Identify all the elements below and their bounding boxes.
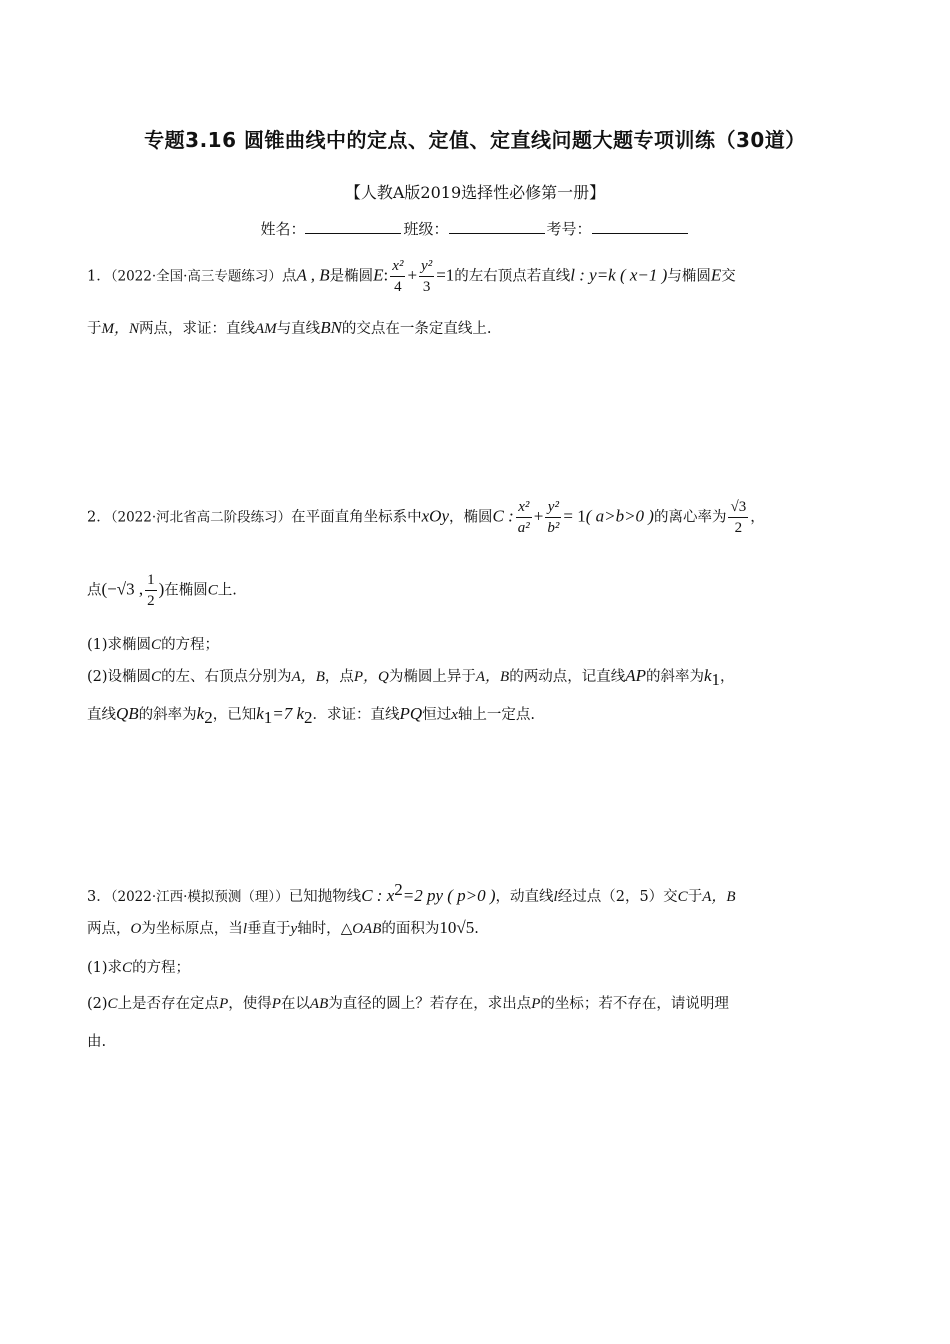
question-2-line-2 bbox=[87, 570, 237, 611]
math-points: A , B bbox=[296, 265, 330, 285]
math-line-am: AM bbox=[255, 321, 277, 337]
math-point-p: P bbox=[531, 996, 541, 1012]
question-number: 1． bbox=[87, 268, 111, 285]
math-line-l: l bbox=[242, 921, 248, 937]
text: 为坐标原点，当 bbox=[141, 921, 243, 937]
math-subscript: 1 bbox=[263, 707, 273, 727]
numerator: x² bbox=[516, 497, 532, 518]
math-x-axis: x bbox=[451, 707, 458, 723]
math-ellipse-name: E bbox=[373, 265, 384, 285]
math-equals-one: =1 bbox=[436, 265, 455, 285]
math-line-pq: PQ bbox=[399, 704, 423, 723]
math-ellipse-name: C : bbox=[492, 506, 514, 526]
math-equals-one: = 1 bbox=[563, 506, 586, 526]
denominator: 2 bbox=[147, 593, 155, 609]
math-line-qb: QB bbox=[116, 704, 139, 723]
question-source: （2022·江西·模拟预测（理）） bbox=[110, 888, 289, 905]
text: ，点 bbox=[324, 669, 354, 685]
text: 是椭圆 bbox=[329, 268, 374, 285]
fraction-y2-over-b2 bbox=[545, 497, 561, 538]
math-y-axis: y bbox=[290, 921, 298, 937]
math-ellipse-name: E bbox=[710, 265, 722, 285]
text: 经过点（2，5）交 bbox=[557, 888, 678, 905]
text: ， bbox=[720, 669, 735, 685]
numerator: y² bbox=[545, 497, 561, 518]
fraction-x2-over-a2 bbox=[516, 497, 532, 538]
question-3-line-1 bbox=[87, 880, 736, 906]
text: 为椭圆上异于 bbox=[388, 669, 476, 685]
math-superscript: 2 bbox=[394, 880, 403, 899]
exam-label: 考号： bbox=[546, 220, 592, 238]
math-slope-k2: k bbox=[196, 704, 205, 723]
question-1-line-1 bbox=[87, 256, 736, 297]
text: ．求证：直线 bbox=[312, 707, 400, 723]
math-parabola: C : x bbox=[361, 885, 395, 905]
math-point-x: (−√3 , bbox=[101, 579, 144, 599]
text: ，使得 bbox=[228, 996, 272, 1012]
denominator: 2 bbox=[734, 520, 743, 536]
text: ， bbox=[750, 509, 765, 526]
exam-number-field[interactable] bbox=[592, 221, 688, 234]
fraction-y2-over-3 bbox=[419, 256, 434, 297]
math-points: P，Q bbox=[353, 669, 389, 685]
text: 在平面直角坐标系中 bbox=[291, 509, 422, 526]
math-ellipse-name: C bbox=[151, 669, 162, 685]
text: . bbox=[474, 921, 479, 937]
question-1-line-2 bbox=[87, 317, 492, 338]
math-plus: + bbox=[533, 506, 544, 526]
math-colon: : bbox=[383, 265, 389, 285]
text: 在以 bbox=[280, 996, 310, 1012]
fraction-eccentricity bbox=[728, 497, 748, 538]
text: 的斜率为 bbox=[138, 707, 197, 723]
denominator: 3 bbox=[422, 279, 431, 295]
math-point-p: P bbox=[219, 996, 229, 1012]
text: 的交点在一条定直线上. bbox=[341, 321, 492, 337]
text: 轴上一定点. bbox=[457, 707, 535, 723]
text: 的方程； bbox=[132, 960, 191, 976]
class-field[interactable] bbox=[449, 221, 545, 234]
text: ，椭圆 bbox=[449, 509, 493, 526]
page-subtitle: 【人教A版2019选择性必修第一册】 bbox=[344, 183, 606, 202]
math-subscript: 1 bbox=[711, 669, 721, 689]
text: 垂直于 bbox=[247, 921, 291, 937]
fraction-x2-over-4 bbox=[390, 256, 405, 297]
text: (2)设椭圆 bbox=[87, 669, 152, 685]
text: 的离心率为 bbox=[653, 509, 727, 526]
text: 于 bbox=[87, 321, 102, 337]
math-ellipse-name: C bbox=[207, 582, 218, 599]
fraction-one-half bbox=[145, 570, 157, 611]
text: 上是否存在定点 bbox=[117, 996, 220, 1012]
text: 两点，求证：直线 bbox=[139, 321, 256, 337]
question-2-part-1 bbox=[87, 633, 219, 654]
question-2-line-1 bbox=[87, 497, 765, 538]
text: 两点， bbox=[87, 921, 131, 937]
text: 由. bbox=[87, 1034, 107, 1050]
question-2-part-2-line-2 bbox=[87, 703, 535, 728]
question-source: （2022·全国·高三专题练习） bbox=[110, 268, 282, 285]
math-origin: O bbox=[130, 921, 142, 937]
text: (2) bbox=[87, 996, 108, 1012]
math-slope-k1: k bbox=[704, 666, 712, 685]
numerator: 1 bbox=[145, 570, 157, 591]
question-number: 2． bbox=[87, 509, 111, 526]
text: 直线 bbox=[87, 707, 116, 723]
question-3-part-2-line-1 bbox=[87, 992, 729, 1013]
text: 与椭圆 bbox=[667, 268, 711, 285]
text: 交 bbox=[721, 268, 736, 285]
math-area-value: 10√5 bbox=[439, 918, 475, 937]
text: 的左、右顶点分别为 bbox=[161, 669, 292, 685]
math-points: A，B bbox=[702, 888, 736, 905]
text: ，已知 bbox=[212, 707, 257, 723]
question-number: 3． bbox=[87, 888, 111, 905]
text: ，动直线 bbox=[495, 888, 554, 905]
math-line-l: l bbox=[553, 888, 558, 905]
math-line-equation: l : y=k ( x−1 ) bbox=[570, 265, 668, 285]
math-subscript: 2 bbox=[304, 707, 313, 727]
text: 恒过 bbox=[422, 707, 452, 723]
text: 在椭圆 bbox=[164, 582, 208, 599]
text: 上. bbox=[217, 582, 237, 599]
math-coordinate-system: xOy bbox=[421, 506, 450, 526]
math-points: A，B bbox=[291, 669, 325, 685]
math-condition: ( a>b>0 ) bbox=[585, 506, 654, 526]
math-parabola-name: C bbox=[122, 960, 133, 976]
math-line-bn: BN bbox=[320, 318, 342, 337]
text: (1)求椭圆 bbox=[87, 637, 152, 653]
text: 轴时， bbox=[297, 921, 341, 937]
math-triangle: △OAB bbox=[340, 921, 382, 937]
math-subscript: 2 bbox=[204, 707, 213, 727]
text: (1)求 bbox=[87, 960, 123, 976]
page-title: 专题3.16 圆锥曲线中的定点、定值、定直线问题大题专项训练（30道） bbox=[144, 128, 806, 152]
math-parabola-name: C bbox=[677, 888, 688, 905]
numerator: x² bbox=[390, 256, 405, 277]
math-parabola-equation: =2 py ( p>0 ) bbox=[402, 885, 496, 905]
text: 点 bbox=[281, 268, 297, 285]
numerator: √3 bbox=[728, 497, 748, 518]
math-line-ap: AP bbox=[625, 666, 646, 685]
math-ellipse-name: C bbox=[151, 637, 162, 653]
denominator: b² bbox=[547, 520, 560, 536]
question-3-line-2 bbox=[87, 917, 479, 938]
math-points: M，N bbox=[101, 321, 140, 337]
math-relation: =7 k bbox=[272, 704, 305, 723]
question-3-part-2-line-2 bbox=[87, 1030, 106, 1051]
math-paren: ) bbox=[158, 579, 165, 599]
text: 的方程； bbox=[161, 637, 220, 653]
denominator: 4 bbox=[394, 279, 402, 295]
name-label: 姓名： bbox=[260, 220, 306, 238]
numerator: y² bbox=[419, 256, 434, 277]
name-field[interactable] bbox=[305, 221, 401, 234]
student-info-line bbox=[0, 218, 950, 239]
text: 的左右顶点若直线 bbox=[454, 268, 571, 285]
math-point-p: P bbox=[271, 996, 281, 1012]
text: 的坐标；若不存在，请说明理 bbox=[540, 996, 729, 1012]
question-3-part-1 bbox=[87, 956, 190, 977]
text: 已知抛物线 bbox=[288, 888, 362, 905]
question-2-part-2-line-1 bbox=[87, 665, 735, 690]
text: 的斜率为 bbox=[646, 669, 704, 685]
text: 的两动点，记直线 bbox=[509, 669, 626, 685]
text: 于 bbox=[687, 888, 703, 905]
math-parabola-name: C bbox=[107, 996, 118, 1012]
class-label: 班级： bbox=[403, 220, 449, 238]
text: 的面积为 bbox=[381, 921, 440, 937]
math-segment-ab: AB bbox=[309, 996, 329, 1012]
math-plus: + bbox=[407, 265, 418, 285]
text: 点 bbox=[87, 582, 102, 599]
math-relation: k bbox=[256, 704, 264, 723]
question-source: （2022·河北省高二阶段练习） bbox=[110, 509, 292, 526]
denominator: a² bbox=[517, 520, 530, 536]
math-points: A，B bbox=[475, 669, 510, 685]
text: 与直线 bbox=[276, 321, 321, 337]
text: 为直径的圆上？若存在，求出点 bbox=[328, 996, 532, 1012]
